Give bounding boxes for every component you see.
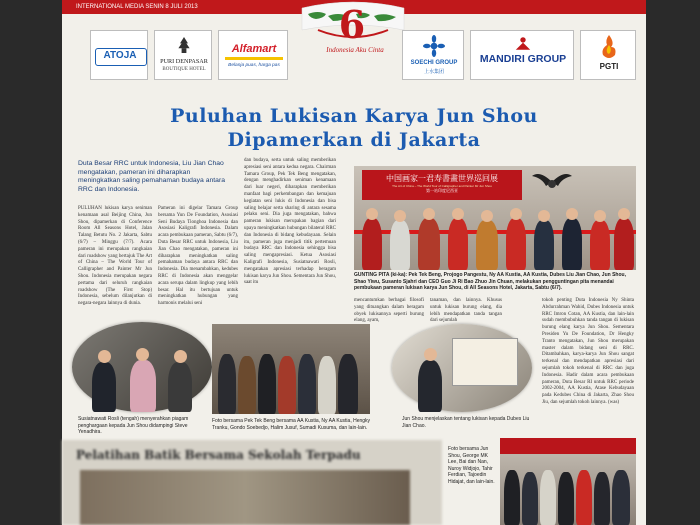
logo-atoja-text: ATOJA	[103, 50, 137, 61]
logo-soechi-text: SOECHI GROUP	[410, 60, 458, 66]
person-head	[452, 208, 464, 220]
award-photo	[72, 322, 212, 412]
person	[418, 218, 440, 270]
logo-alfamart-sub: Belanja puas, harga pas	[228, 63, 280, 68]
person	[504, 470, 520, 525]
person-head	[538, 210, 550, 222]
person	[534, 220, 554, 270]
page-number: 6	[338, 2, 366, 47]
person	[218, 354, 236, 414]
logo-alfamart	[218, 30, 288, 80]
logo-pgti-text: PGTI	[599, 62, 619, 71]
person	[576, 470, 592, 525]
person-head	[566, 208, 578, 220]
topbar-text: INTERNATIONAL MEDIA SENIN 8 JULI 2013	[76, 4, 198, 10]
banner-subtext: The Art of China – The World Tour of Calligrapher and Painter Mr Jun Shou	[392, 184, 492, 188]
person-head	[174, 350, 187, 363]
person-head	[424, 348, 437, 361]
slogan: Indonesia Aku Cinta	[326, 46, 384, 54]
banner-text: 中国画家一君寿書畫世界巡回展	[386, 174, 498, 183]
people-row	[354, 198, 636, 270]
person	[448, 218, 468, 270]
headline-line-1: Puluhan Lukisan Karya Jun Shou	[170, 105, 538, 127]
person	[594, 472, 610, 525]
ribbon-cutting-photo	[354, 166, 636, 270]
person	[540, 470, 556, 525]
person	[562, 218, 582, 270]
logo-pgti	[580, 30, 636, 80]
article-column-5: tanaman, dan lainnya. Khusus untuk lukisan burung elang, dia lebih mendapatkan tanda tangan dari sejumlah	[430, 298, 502, 324]
painting-explain-photo	[392, 324, 532, 412]
article-headline	[62, 104, 646, 152]
person	[558, 472, 574, 525]
person	[258, 354, 276, 414]
mandiri-figure-icon	[514, 37, 532, 50]
flame-icon	[599, 35, 619, 59]
article-column-1: PULUHAN lukisan karya seniman kenamaan asal Beijing China, Jun Shou, dipamerkan di Conference Room All Seasons Hotel, Jalan Talang Betutu No. 2 Jakarta, Sabtu (6/7) – Minggu (7/7). Acara pameran ini merupakan rangkaian dari roadshow yang bertajuk The Art of China – The World Tour of Calligrapher and Painter Mr Jun Shou. Indonesia merupakan negara pertama dari seluruh rangkaian roadshow (The First Stop) Indonesia, sebelum dilanjutkan di negara-negara lainnya di dunia.	[78, 206, 152, 307]
article-column-4: mencantumkan berbagai filosofi yang dituangkan dalam beragam obyek lukisannya seperti burung elang, ayam,	[354, 298, 424, 324]
red-banner	[362, 170, 522, 200]
logo-atoja	[90, 30, 148, 80]
logo-mandiri-text: MANDIRI GROUP	[479, 53, 567, 65]
logo-puri-text: PURI DENPASAR	[160, 58, 208, 65]
person-head	[510, 208, 522, 220]
banner-subtext-2: 第一站印度尼西亚	[426, 188, 458, 193]
person	[298, 354, 316, 414]
person	[338, 354, 358, 414]
bottom-red-banner	[500, 438, 636, 454]
article-lead: Duta Besar RRC untuk Indonesia, Liu Jian Chao mengatakan, pameran ini diharapkan meningkatkan saling pemahaman budaya antara RRC dan Indonesia.	[78, 160, 225, 193]
person	[590, 220, 610, 270]
person	[318, 356, 336, 414]
bottom-photo-caption: Foto bersama Jun Shou, George MK Lee, Bai dan Nan, Nuroy Widjojo, Tahir Ferdian, Tajoedin Hidajat, dan lain-lain.	[448, 446, 495, 485]
award-photo-caption: Susiatnawati Rosli (tengah) menyerahkan piagam penghargaan kepada Jun Shou didampingi Steve Yenadhira.	[78, 416, 189, 435]
group-photo-caption: Foto bersama Pek Tek Beng bersama AA Kustia, Ny AA Kustia, Hengky Tranku, Gondo Soebedjo, Halim Jusuf, Sumadi Kusuma, dan lain-lain.	[212, 418, 371, 431]
logo-soechi-sub: 上水集团	[423, 69, 444, 75]
person-head	[98, 350, 111, 363]
person-head	[394, 210, 406, 222]
temple-icon	[176, 35, 192, 55]
group-photo	[212, 324, 370, 414]
person-head	[366, 208, 378, 220]
painting-explain-caption: Jun Shou menjelaskan tentang lukisan kepada Dubes Liu Jian Chao.	[402, 416, 530, 429]
article-column-2: Pameran ini digelar Tamara Group bersama Yun De Foundation, Asosiasi Seni Budaya Tionghoa Indonesia dan Asosiasi Kaligrafi Indonesia. Dalam acara pembukaan pameran, Sabtu (6/7), Duta Besar RRC untuk Indonesia, Liu Jian Chao mengatakan, pameran ini diharapkan meningkatkan saling pemahaman budaya antara RRC dan Indonesia. Dia menambahkan, kedubes RRC di Indonesia akan menggelar acara serupa dalam lingkup yang lebih besar. Hal itu bertujuan untuk meningkatkan hubungan yang harmonis melalui seni	[158, 206, 238, 307]
logo-soechi	[402, 30, 464, 80]
bottom-group-photo	[500, 438, 636, 525]
eagle-painting-icon	[532, 168, 572, 198]
person	[92, 362, 116, 412]
person-head	[423, 208, 435, 220]
person	[238, 356, 256, 414]
person	[476, 220, 498, 270]
person	[390, 220, 410, 270]
person	[522, 472, 538, 525]
headline-line-2: Dipamerkan di Jakarta	[227, 129, 481, 151]
person	[418, 360, 442, 412]
person	[168, 362, 192, 412]
logo-mandiri	[470, 30, 574, 80]
person	[612, 470, 630, 525]
person-head	[618, 208, 630, 220]
person	[130, 360, 156, 412]
person	[362, 218, 382, 270]
alfamart-stripe	[225, 57, 283, 60]
person-head	[481, 210, 493, 222]
bottom-headline: Pelatihan Batik Bersama Sekolah Terpadu	[76, 448, 361, 462]
bottom-story-photo	[80, 470, 410, 525]
logo-alfamart-text: Alfamart	[231, 43, 277, 55]
logo-puri-sub: BOUTIQUE HOTEL	[162, 67, 206, 72]
newspaper-page	[62, 0, 646, 525]
person	[506, 218, 526, 270]
soechi-flower-icon	[423, 35, 445, 57]
person-head	[136, 348, 149, 361]
person	[614, 218, 634, 270]
article-column-3: dan budaya, serta untuk saling memberikan apresiasi seni antara kedua negara. Chairman Tamara Group, Pek Tek Beng mengatakan, dengan menghadirkan seniman kenamaan dari luar negeri, diharapkan memberikan manfaat bagi perkembangan dan kemajuan kegiatan seni lukis di Indonesia dan bisa saling belajar serta sharing di antara sesama pelaku seni. Dia juga mengatakan, bahwa pameran lukisan merupakan bagian dari upaya meningkatkan hubungan bilateral RRC dan Indonesia di bidang kebudayaan. Selain itu, pameran juga menjadi titik pertemuan budaya RRC dan Indonesia sehingga bisa saling mengapresiasi. Ketua Asosiasi Kaligrafi Indonesia, Susiatnawati Rosli, mengatakan apresiasi terhadap beragam lukisan karya Jun Shou. Sementara Jun Shou, saat itu	[244, 158, 336, 286]
person-head	[594, 210, 606, 222]
logo-puri-denpasar	[154, 30, 212, 80]
bottom-story	[62, 440, 442, 525]
painting	[452, 338, 518, 386]
person	[278, 356, 296, 414]
article-column-6: tokoh penting Duta Indonesia Ny Shinta Abdurrahman Wahid, Dubes Indonesia untuk RRC Imron Cotan, AA Kustia, dan lain-lain sudah membubuhkan tanda tangan di lukisan burung elang karya Jun Shou. Sementara Presiden Yu De Foundation, Dr Hengky Tranto mengatakan, Jun Shou merupakan master dalam bidang seni di RRC. Ditambahkan, karya-karya Jun Shou sangat terkenal dan mendapatkan apresiasi dari sejumlah tokoh terkenal di RRC dan juga Indonesia. Hadir dalam acara pembukaan pameran, Duta Besar RI untuk RRC periode 2002-2004, AA Kustia, Atase Kebudayaan pada Kedubes China di Jakarta, Zhao Shou Jiu, dan sejumlah tokoh lainnya. (was)	[542, 298, 634, 405]
main-photo-caption: GUNTING PITA (ki-ka): Pek Tek Beng, Projogo Pangestu, Ny AA Kustia, AA Kustia, Dubes Liu Jian Chao, Jun Shou, Shao Yiwu, Susanto Sjahri dan CEO Guo Ji Ri Bao Zhuo Jin Chuan, melakukan pengguntingan pita menandai pembukaan pameran lukisan karya Jun Shou, di All Seasons Hotel, Jakarta, Sabtu (6/7).	[354, 272, 626, 291]
